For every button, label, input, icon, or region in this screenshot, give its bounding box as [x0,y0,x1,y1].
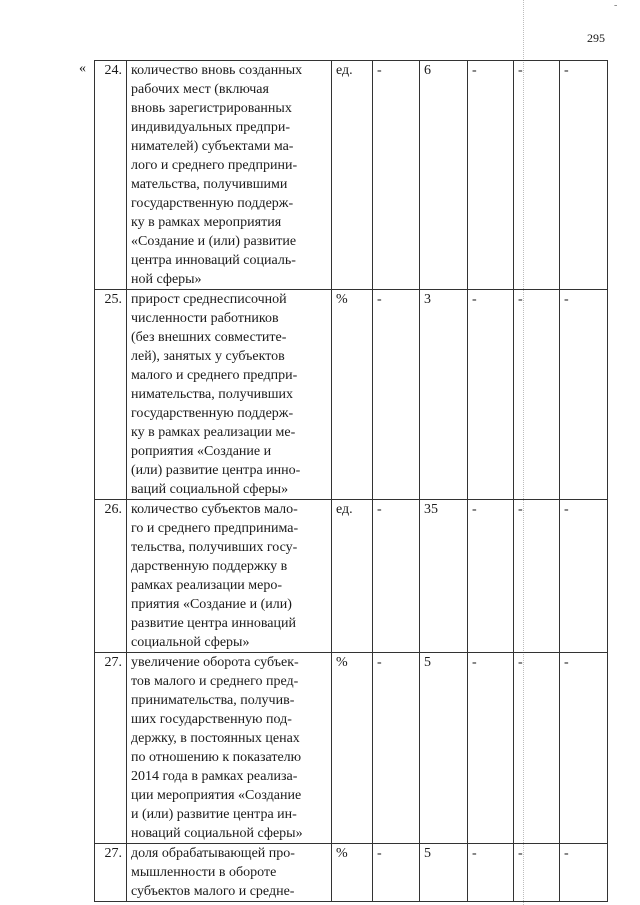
indicator-line: новаций социальной сферы» [131,826,303,841]
value-cell-5: - [560,290,608,500]
indicator-line: увеличение оборота субъек- [131,655,299,670]
indicator-line: рамках реализации меро- [131,578,283,593]
indicator-line: дарственную поддержку в [131,559,288,574]
indicator-line: 2014 года в рамках реализа- [131,769,298,784]
value-cell-2: 5 [420,653,468,844]
value-cell-1: - [373,653,420,844]
table-row [95,290,608,500]
indicator-name [127,844,332,902]
row-number: 24. [95,61,127,290]
indicator-line: развитие центра инноваций [131,616,296,631]
indicator-line: держку, в постоянных ценах [131,731,300,746]
indicator-line: доля обрабатывающей про- [131,846,295,861]
indicators-table [94,60,608,902]
indicator-line: государственную поддерж- [131,196,294,211]
indicator-line: мышленности в обороте [131,865,277,880]
indicator-line: мательства, получившими [131,177,288,192]
indicator-line: принимательства, получив- [131,693,295,708]
unit-cell: ед. [332,61,373,290]
indicator-line: индивидуальных предпри- [131,120,291,135]
indicator-line: тов малого и среднего пред- [131,674,299,689]
page-number: 295 [587,31,605,45]
unit-cell: % [332,844,373,902]
value-cell-4: - [514,290,560,500]
value-cell-4: - [514,653,560,844]
indicator-line: малого и среднего предпри- [131,368,298,383]
value-cell-5: - [560,500,608,653]
value-cell-5: - [560,844,608,902]
value-cell-2: 6 [420,61,468,290]
indicator-line: социальной сферы» [131,635,250,650]
indicator-line: роприятия «Создание и [131,444,272,459]
value-cell-4: - [514,500,560,653]
indicator-line: (или) развитие центра инно- [131,463,301,478]
value-cell-1: - [373,61,420,290]
indicator-line: приятия «Создание и (или) [131,597,292,612]
value-cell-1: - [373,844,420,902]
value-cell-4: - [514,61,560,290]
corner-mark: - [614,0,618,11]
value-cell-5: - [560,653,608,844]
indicator-line: и (или) развитие центра ин- [131,807,297,822]
table-row [95,844,608,902]
indicator-name [127,290,332,500]
value-cell-3: - [468,61,514,290]
value-cell-5: - [560,61,608,290]
indicator-line: по отношению к показателю [131,750,302,765]
indicator-line: тельства, получивших госу- [131,540,298,555]
indicator-line: ции мероприятия «Создание [131,788,302,803]
indicator-line: количество вновь созданных [131,63,303,78]
row-number: 26. [95,500,127,653]
indicator-line: го и среднего предпринима- [131,521,299,536]
indicator-line: ших государственную под- [131,712,292,727]
row-number: 25. [95,290,127,500]
indicator-line: лей), занятых у субъектов [131,349,285,364]
table-row [95,653,608,844]
unit-cell: ед. [332,500,373,653]
opening-quote: « [79,61,86,76]
value-cell-2: 35 [420,500,468,653]
value-cell-3: - [468,653,514,844]
row-number: 27. [95,844,127,902]
indicator-name [127,653,332,844]
indicator-line: государственную поддерж- [131,406,294,421]
indicator-line: лого и среднего предприни- [131,158,298,173]
indicator-line: ку в рамках реализации ме- [131,425,296,440]
unit-cell: % [332,653,373,844]
value-cell-3: - [468,844,514,902]
indicator-line: (без внешних совместите- [131,330,287,345]
table-row [95,61,608,290]
row-number: 27. [95,653,127,844]
unit-cell: % [332,290,373,500]
table-body [95,61,608,902]
indicator-line: ваций социальной сферы» [131,482,289,497]
value-cell-2: 3 [420,290,468,500]
value-cell-2: 5 [420,844,468,902]
indicator-line: центра инноваций социаль- [131,253,296,268]
indicator-line: нимательства, получивших [131,387,293,402]
indicator-line: вновь зарегистрированных [131,101,292,116]
indicator-line: ной сферы» [131,272,202,287]
value-cell-3: - [468,500,514,653]
value-cell-3: - [468,290,514,500]
indicator-line: субъектов малого и средне- [131,884,295,899]
indicator-line: ку в рамках мероприятия [131,215,282,230]
indicator-line: нимателей) субъектами ма- [131,139,294,154]
indicator-name [127,500,332,653]
indicator-line: рабочих мест (включая [131,82,269,97]
indicator-line: количество субъектов мало- [131,502,298,517]
value-cell-1: - [373,290,420,500]
indicator-line: «Создание и (или) развитие [131,234,297,249]
table-row [95,500,608,653]
value-cell-4: - [514,844,560,902]
indicator-name [127,61,332,290]
value-cell-1: - [373,500,420,653]
indicator-line: прирост среднесписочной [131,292,287,307]
indicator-line: численности работников [131,311,279,326]
